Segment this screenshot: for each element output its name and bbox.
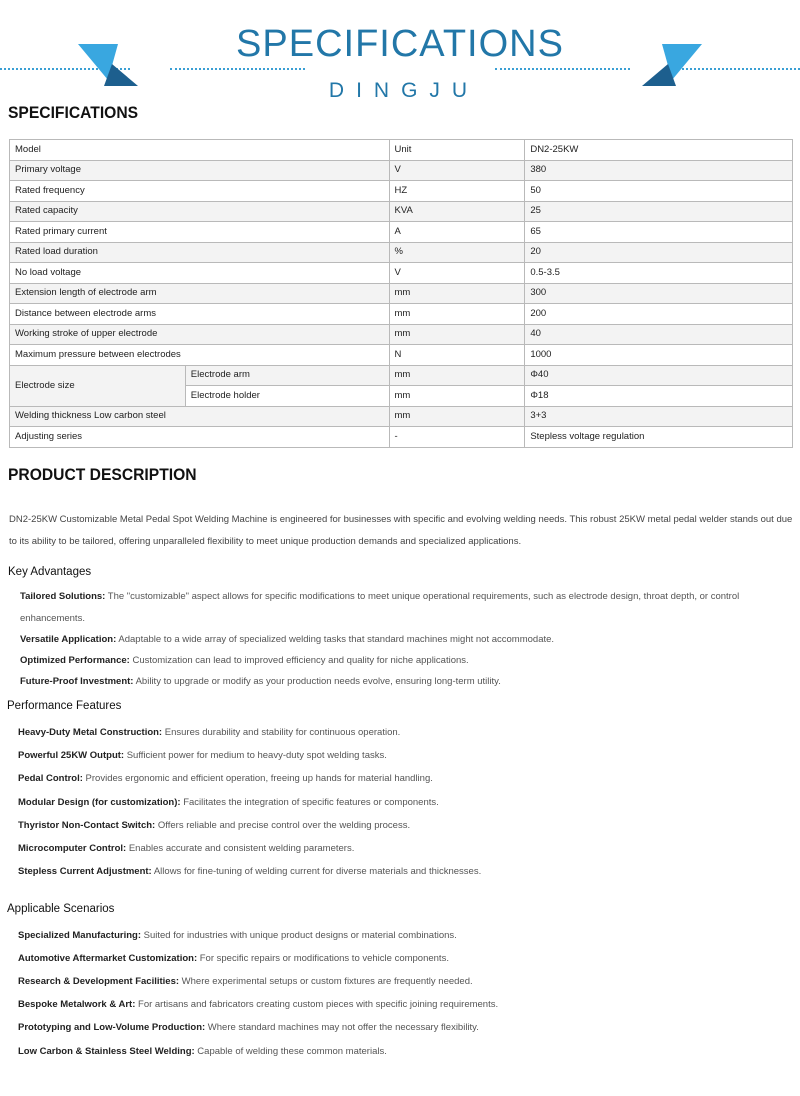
list-item-text: Sufficient power for medium to heavy-duty spot welding tasks. [124,750,387,761]
list-item [18,722,778,744]
list-item-label: Research & Development Facilities: [18,976,180,987]
table-row [10,365,793,386]
table-cell: mm [389,406,525,427]
list-item [18,971,778,993]
table-cell: 200 [525,304,793,325]
list-item-label: Future-Proof Investment: [20,676,134,687]
table-row [10,242,793,263]
list-item-text: Enables accurate and consistent welding parameters. [126,843,355,854]
table-cell: 0.5-3.5 [525,263,793,284]
table-row [10,283,793,304]
table-cell: V [389,160,525,181]
banner-title: SPECIFICATIONS [236,23,564,65]
table-cell: N [389,345,525,366]
list-item-label: Versatile Application: [20,634,117,645]
dotted-divider-right-inner [495,68,630,70]
list-item [20,671,780,693]
list-item [18,768,778,790]
product-description-heading: PRODUCT DESCRIPTION [8,465,197,484]
specifications-banner [0,0,800,110]
table-cell: 40 [525,324,793,345]
table-cell: Stepless voltage regulation [525,427,793,448]
table-cell: HZ [389,181,525,202]
table-cell: mm [389,324,525,345]
list-item-text: The "customizable" aspect allows for specific modifications to meet unique operational requirements, such as electrode design, throat depth, or control enhancements. [20,591,740,624]
table-cell: Rated primary current [10,222,390,243]
table-row [10,263,793,284]
applicable-scenarios-title: Applicable Scenarios [7,903,115,915]
table-cell: DN2-25KW [525,140,793,161]
list-item-label: Stepless Current Adjustment: [18,866,152,877]
table-row [10,345,793,366]
table-cell: Rated capacity [10,201,390,222]
table-row [10,160,793,181]
list-item [18,1041,778,1063]
table-cell: 380 [525,160,793,181]
key-advantages-title: Key Advantages [8,566,92,578]
list-item [18,994,778,1016]
list-item [20,586,780,629]
list-item-label: Prototyping and Low-Volume Production: [18,1022,206,1033]
table-cell: mm [389,365,525,386]
table-row [10,201,793,222]
banner-subtitle: DINGJU [328,79,480,102]
list-item [18,861,778,883]
table-cell: 20 [525,242,793,263]
table-cell: Electrode holder [185,386,389,407]
list-item-text: Facilitates the integration of specific features or components. [180,797,439,808]
product-intro: DN2-25KW Customizable Metal Pedal Spot Welding Machine is engineered for businesses with specific and evolving welding needs. This robust 25KW metal pedal welder stands out due to its ability to be tailored, offering unparalleled flexibility to meet unique production demands and specialized applications. [9,514,793,547]
list-item [20,650,780,672]
table-cell: Electrode size [10,365,186,406]
list-item-text: Provides ergonomic and efficient operation, freeing up hands for material handling. [82,773,433,784]
table-cell: 300 [525,283,793,304]
table-row [10,324,793,345]
table-row [10,222,793,243]
table-row [10,406,793,427]
list-item-label: Thyristor Non-Contact Switch: [18,820,156,831]
table-row [10,304,793,325]
specifications-table [9,139,793,448]
table-cell: Φ40 [525,365,793,386]
list-item-label: Microcomputer Control: [18,843,127,854]
list-item [18,838,778,860]
table-cell: KVA [389,201,525,222]
table-cell: 1000 [525,345,793,366]
list-item-label: Powerful 25KW Output: [18,750,125,761]
list-item-label: Heavy-Duty Metal Construction: [18,727,163,738]
table-cell: mm [389,304,525,325]
list-item-text: Ensures durability and stability for continuous operation. [162,727,401,738]
table-cell: - [389,427,525,448]
list-item-text: Customization can lead to improved efficiency and quality for niche applications. [129,655,469,666]
specifications-heading: SPECIFICATIONS [8,103,139,122]
list-item [18,1017,778,1039]
list-item [18,792,778,814]
table-cell: No load voltage [10,263,390,284]
table-cell: mm [389,386,525,407]
table-cell: Unit [389,140,525,161]
table-cell: Distance between electrode arms [10,304,390,325]
table-cell: V [389,263,525,284]
list-item-text: For artisans and fabricators creating custom pieces with specific joining requirements. [135,999,499,1010]
table-cell: 3+3 [525,406,793,427]
list-item-label: Tailored Solutions: [20,591,106,602]
list-item-label: Bespoke Metalwork & Art: [18,999,136,1010]
table-row [10,181,793,202]
table-cell: Extension length of electrode arm [10,283,390,304]
list-item-label: Pedal Control: [18,773,83,784]
table-cell: Φ18 [525,386,793,407]
table-cell: Primary voltage [10,160,390,181]
list-item-text: Suited for industries with unique product designs or material combinations. [141,930,457,941]
list-item-label: Optimized Performance: [20,655,130,666]
table-row [10,427,793,448]
list-item [18,815,778,837]
table-cell: Rated frequency [10,181,390,202]
dotted-divider-left-inner [170,68,305,70]
table-cell: Rated load duration [10,242,390,263]
list-item-label: Automotive Aftermarket Customization: [18,953,198,964]
list-item [18,948,778,970]
list-item-text: Capable of welding these common materials. [194,1046,387,1057]
table-cell: Model [10,140,390,161]
list-item [20,629,780,651]
list-item-text: Where experimental setups or custom fixtures are frequently needed. [179,976,473,987]
table-cell: Maximum pressure between electrodes [10,345,390,366]
table-cell: Adjusting series [10,427,390,448]
table-cell: Working stroke of upper electrode [10,324,390,345]
list-item-text: Allows for fine-tuning of welding current for diverse materials and thicknesses. [151,866,482,877]
table-cell: Electrode arm [185,365,389,386]
table-cell: 25 [525,201,793,222]
list-item-text: For specific repairs or modifications to vehicle components. [197,953,449,964]
table-cell: 50 [525,181,793,202]
list-item [18,925,778,947]
list-item-label: Specialized Manufacturing: [18,930,141,941]
table-row [10,140,793,161]
table-cell: 65 [525,222,793,243]
list-item-label: Modular Design (for customization): [18,797,181,808]
list-item-text: Offers reliable and precise control over the welding process. [155,820,411,831]
table-cell: Welding thickness Low carbon steel [10,406,390,427]
list-item [18,745,778,767]
list-item-text: Adaptable to a wide array of specialized welding tasks that standard machines might not accommodate. [116,634,555,645]
list-item-text: Where standard machines may not offer the necessary flexibility. [205,1022,479,1033]
table-cell: mm [389,283,525,304]
list-item-text: Ability to upgrade or modify as your production needs evolve, ensuring long-term utility. [133,676,501,687]
performance-features-title: Performance Features [7,700,122,712]
table-cell: % [389,242,525,263]
list-item-label: Low Carbon & Stainless Steel Welding: [18,1046,195,1057]
table-cell: A [389,222,525,243]
